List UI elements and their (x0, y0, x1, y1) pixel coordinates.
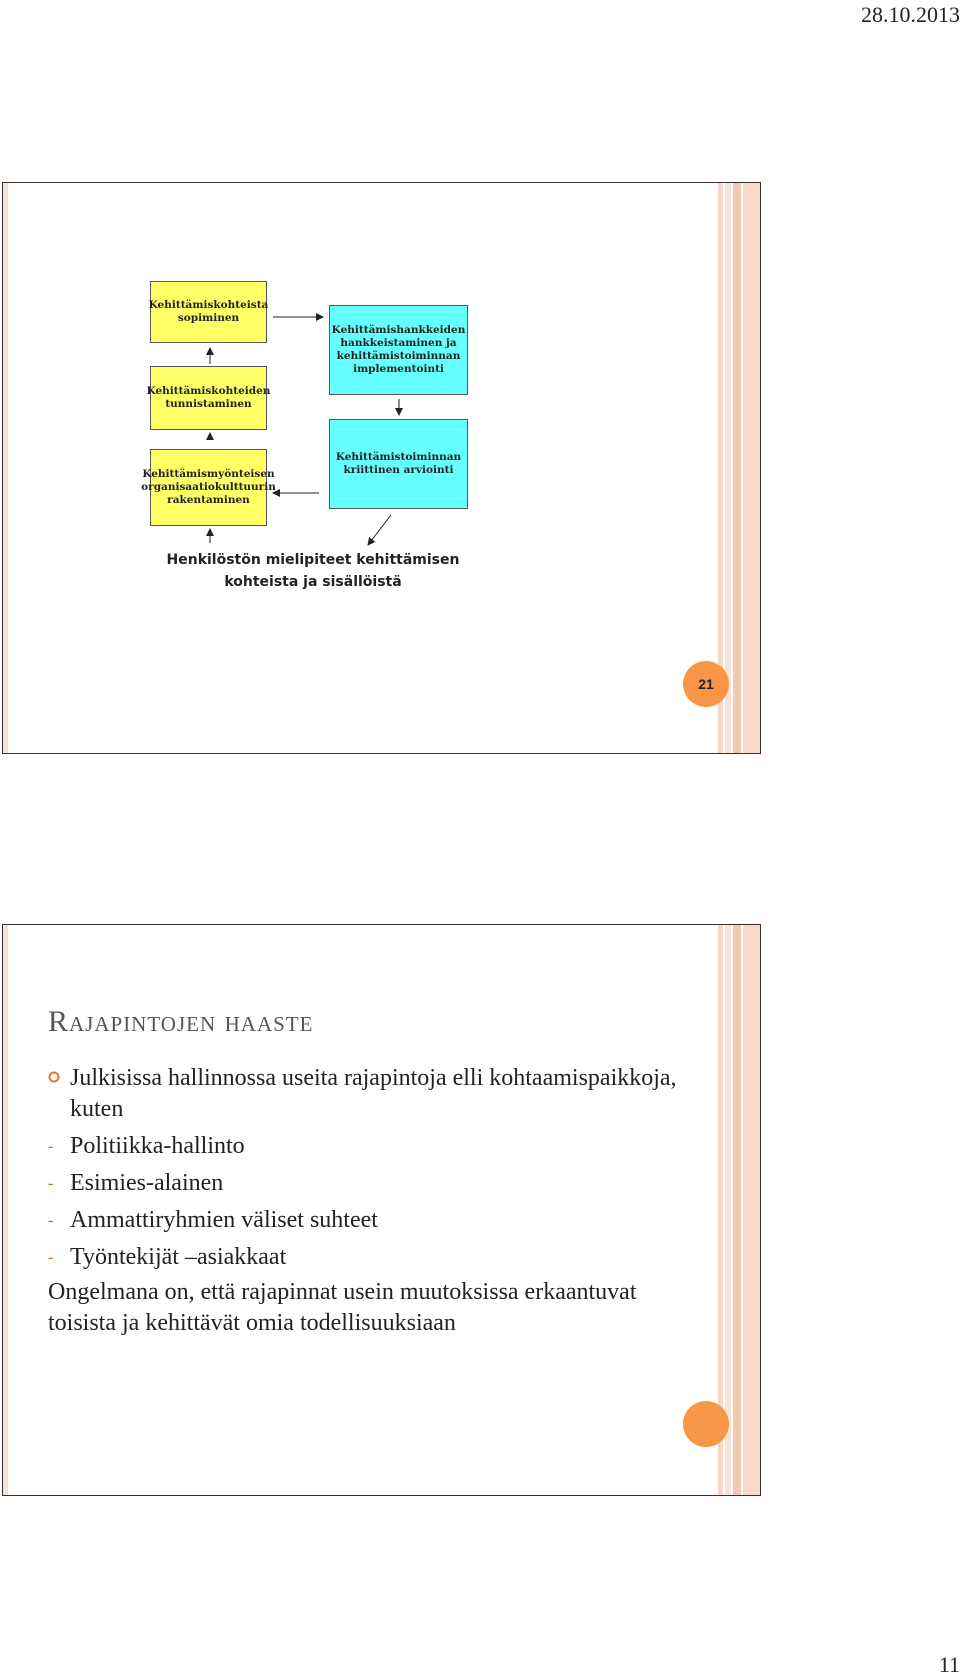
slide-body (48, 1063, 688, 1339)
paragraph: Ongelmana on, että rajapinnat usein muutoksissa erkaantuvat toisista ja kehittävät omia todellisuuksiaan (48, 1279, 637, 1336)
list-item-text: Esimies-alainen (70, 1170, 224, 1196)
slide-edge-decoration (3, 925, 8, 1495)
list-item (48, 1205, 688, 1236)
box-build-culture: Kehittämismyönteisen organisaatiokulttuurin rakentaminen (150, 449, 267, 526)
dash-icon: - (48, 1249, 54, 1266)
bullet-circle-icon (48, 1071, 60, 1083)
dash-icon: - (48, 1175, 54, 1192)
arrow-diagonal (368, 515, 391, 545)
box-agree-targets: Kehittämiskohteista sopiminen (150, 281, 267, 343)
list-item-text: Työntekijät –asiakkaat (70, 1244, 287, 1270)
slide-title: Rajapintojen haaste (48, 1005, 314, 1038)
bullet-item (48, 1063, 688, 1125)
box-identify-targets: Kehittämiskohteiden tunnistaminen (150, 366, 267, 430)
dash-icon: - (48, 1138, 54, 1155)
document-date: 28.10.2013 (861, 2, 960, 27)
decorative-stripe (733, 925, 741, 1495)
decorative-stripe (743, 925, 760, 1495)
slide-number-badge (683, 1401, 729, 1447)
diagram-caption: Henkilöstön mielipiteet kehittämisen kohteista ja sisällöistä (166, 552, 460, 590)
box-implement-projects: Kehittämishankkeiden hankkeistaminen ja kehittämistoiminnan implementointi (329, 305, 468, 395)
slide-text (2, 924, 761, 1496)
bullet-text: Julkisissa hallinnossa useita rajapintoja elli kohtaamispaikkoja, kuten (70, 1065, 677, 1122)
list-item-text: Ammattiryhmien väliset suhteet (70, 1207, 378, 1233)
dash-icon: - (48, 1212, 54, 1229)
diagram-arrows (3, 183, 760, 753)
list-item-text: Politiikka-hallinto (70, 1133, 245, 1159)
decorative-stripe (725, 925, 731, 1495)
page-number: 11 (938, 1652, 960, 1677)
slide-number-badge: 21 (683, 661, 729, 707)
slide-diagram (2, 182, 761, 754)
list-item (48, 1131, 688, 1162)
list-item (48, 1242, 688, 1273)
list-item (48, 1168, 688, 1199)
box-critical-evaluation: Kehittämistoiminnan kriittinen arviointi (329, 419, 468, 509)
